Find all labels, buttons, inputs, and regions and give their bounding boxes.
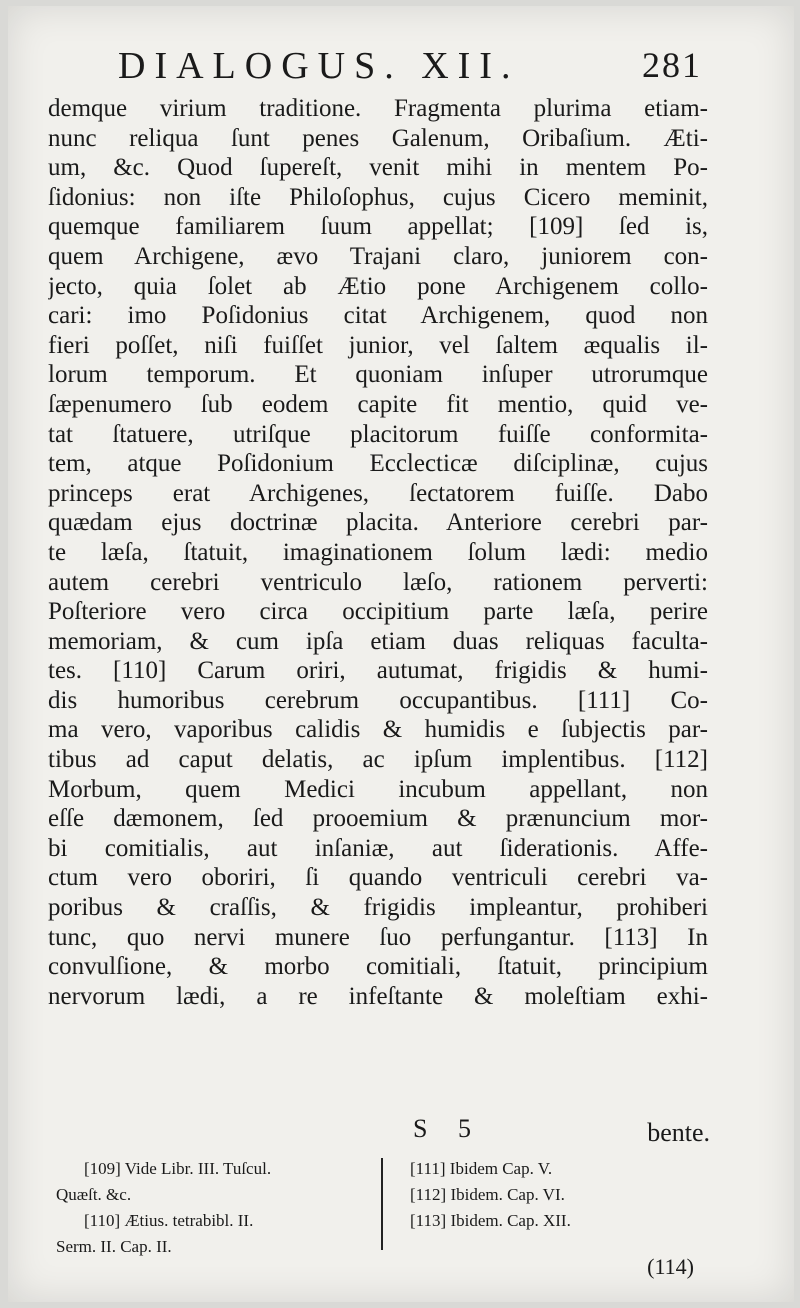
text-line: tibus ad caput delatis, ac ipſum implentibus. [112]	[48, 746, 708, 774]
text-line: Poſteriore vero circa occipitium parte læſa, perire	[48, 598, 708, 626]
text-line: cari: imo Poſidonius citat Archigenem, quod non	[48, 302, 708, 330]
text-line: dis humoribus cerebrum occupantibus. [111] Co-	[48, 686, 708, 714]
text-line: quædam ejus doctrinæ placita. Anteriore cerebri par-	[48, 509, 708, 537]
text-line: ſidonius: non iſte Philoſophus, cujus Cicero meminit,	[48, 183, 708, 211]
text-line: fieri poſſet, niſi fuiſſet junior, vel ſaltem æqualis il-	[48, 331, 708, 359]
text-line: tem, atque Poſidonium Ecclecticæ diſciplinæ, cujus	[48, 450, 708, 478]
text-line: quem Archigene, ævo Trajani claro, juniorem con-	[48, 242, 708, 270]
text-line: nunc reliqua ſunt penes Galenum, Oribaſium. Æti-	[48, 124, 708, 152]
text-line: lorum temporum. Et quoniam inſuper utrorumque	[48, 361, 708, 389]
text-line: quemque familiarem ſuum appellat; [109] ſed is,	[48, 213, 708, 241]
text-line: tes. [110] Carum oriri, autumat, frigidis & humi-	[48, 657, 708, 685]
text-line: memoriam, & cum ipſa etiam duas reliquas faculta-	[48, 627, 708, 655]
footnote-111: [111] Ibidem Cap. V.	[410, 1159, 553, 1178]
page-number: 281	[642, 45, 702, 85]
footnote-109: [109] Vide Libr. III. Tuſcul.	[84, 1159, 272, 1178]
text-line: eſſe dæmonem, ſed prooemium & prænuncium mor-	[48, 805, 708, 833]
footnotes	[48, 1156, 688, 1256]
catchword: bente.	[647, 1118, 710, 1147]
footnote-110: [110] Ætius. tetrabibl. II.	[84, 1211, 254, 1230]
page-header	[8, 44, 794, 94]
text-line: te læſa, ſtatuit, imaginationem ſolum lædi: medio	[48, 538, 708, 566]
text-line: Morbum, quem Medici incubum appellant, non	[48, 775, 708, 803]
text-line: princeps erat Archigenes, ſectatorem fuiſſe. Dabo	[48, 479, 708, 507]
text-line: convulſione, & morbo comitiali, ſtatuit, principium	[48, 953, 708, 981]
text-line: ctum vero oboriri, ſi quando ventriculi cerebri va-	[48, 864, 708, 892]
footnote-112: [112] Ibidem. Cap. VI.	[410, 1185, 565, 1204]
text-line: ma vero, vaporibus calidis & humidis e ſubjectis par-	[48, 716, 708, 744]
gathering-mark: (114)	[647, 1254, 694, 1279]
running-title: DIALOGUS. XII.	[118, 45, 520, 87]
text-line: tat ſtatuere, utriſque placitorum fuiſſe conformita-	[48, 420, 708, 448]
footnotes-left-column	[56, 1156, 376, 1260]
footnote-113: [113] Ibidem. Cap. XII.	[410, 1211, 571, 1230]
body-text	[48, 94, 708, 1011]
text-line: demque virium traditione. Fragmenta plurima etiam-	[48, 95, 708, 122]
text-line: nervorum lædi, a re infeſtante & moleſtiam exhi-	[48, 982, 708, 1010]
text-line: bi comitialis, aut inſaniæ, aut ſiderationis. Affe-	[48, 834, 708, 862]
footnote-divider	[381, 1158, 383, 1250]
footnotes-right-column	[410, 1156, 690, 1234]
text-line: jecto, quia ſolet ab Ætio pone Archigenem collo-	[48, 272, 708, 300]
book-page	[8, 6, 794, 1302]
footnote-110-cont: Serm. II. Cap. II.	[56, 1237, 172, 1256]
signature-row	[48, 1114, 710, 1148]
signature-mark: S 5	[413, 1114, 483, 1143]
text-line: um, &c. Quod ſupereſt, venit mihi in mentem Po-	[48, 154, 708, 182]
text-line: autem cerebri ventriculo læſo, rationem perverti:	[48, 568, 708, 596]
text-line: poribus & craſſis, & frigidis impleantur, prohiberi	[48, 894, 708, 922]
text-line: tunc, quo nervi munere ſuo perfungantur. [113] In	[48, 923, 708, 951]
text-line: ſæpenumero ſub eodem capite fit mentio, quid ve-	[48, 390, 708, 418]
footnote-109-cont: Quæſt. &c.	[56, 1185, 132, 1204]
